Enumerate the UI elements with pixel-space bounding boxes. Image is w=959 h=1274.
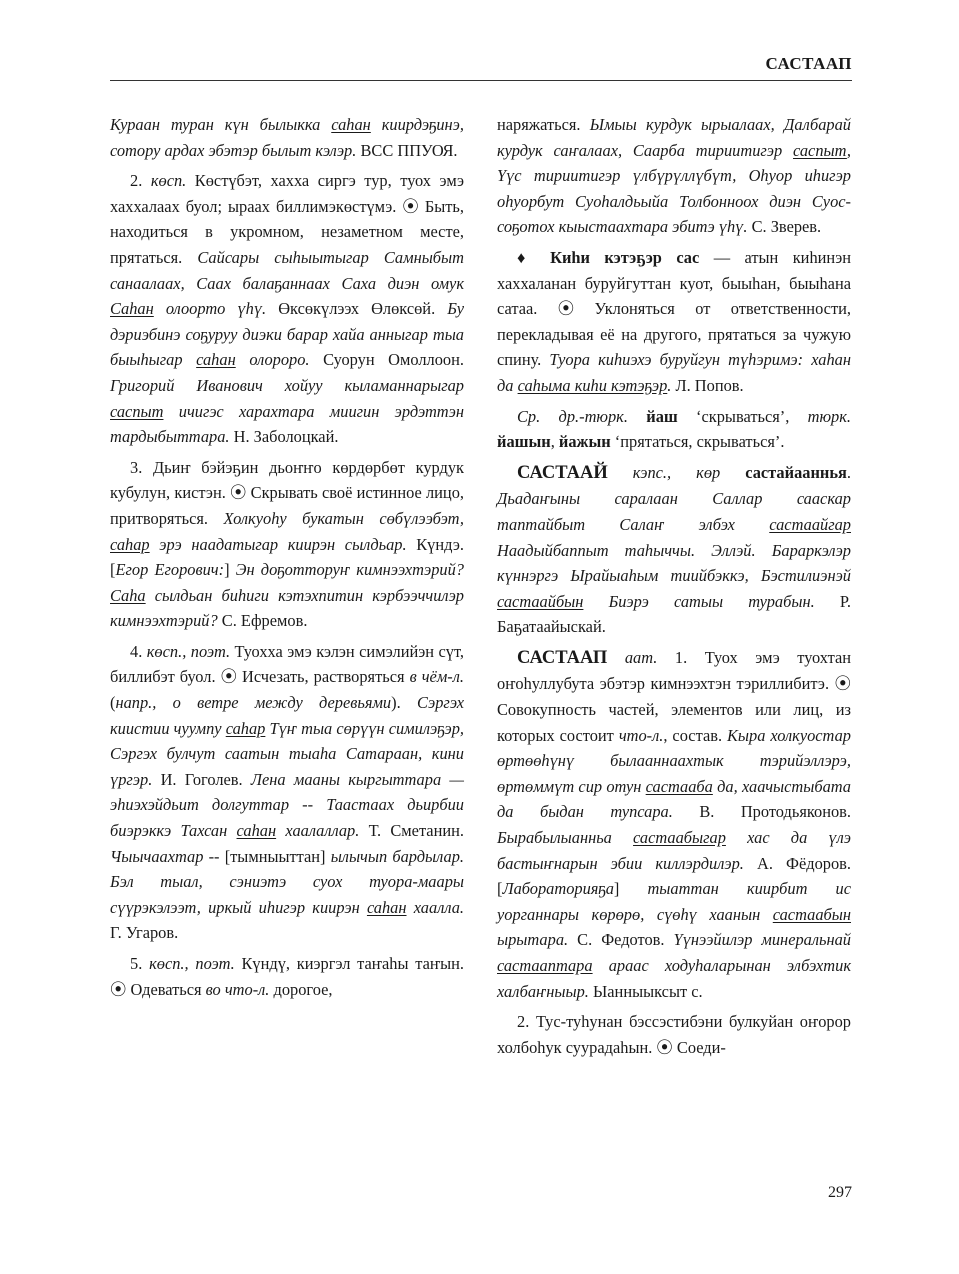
text-run: араас ходуһаларынан элбэхтик халбаҥныыр. xyxy=(497,956,851,1001)
text-run: Лабораторияҕа xyxy=(502,879,614,899)
text-run: . xyxy=(846,462,851,482)
text-run: Ср. др.-тюрк. xyxy=(517,406,628,426)
text-run: ичигэс харахтара миигин эрдэттэн тардыбыттара. xyxy=(110,401,464,447)
text-run: Туохха эмэ кэлэн симэлийэн сүт, биллибэт буол. ⦿ Исчезать, растворяться xyxy=(110,641,465,687)
running-header xyxy=(110,54,852,80)
entry-paragraph xyxy=(497,1009,851,1060)
entry-paragraph xyxy=(110,112,464,163)
text-run: кэпс., көр xyxy=(607,462,746,482)
text-run: йашын xyxy=(497,432,551,452)
text-run: напр., о ветре между деревьями xyxy=(115,693,392,713)
text-run: Өксөкүлээх Өлөксөй. xyxy=(266,299,448,319)
text-run: 1. Туох эмэ туохтан оҥоһуллубута эбэтэр кимнээхтэн тэриллибитэ. ⦿ Совокупность частей, элементов или лиц, из которых состоит xyxy=(497,647,851,745)
text-run: көсп., поэт. xyxy=(146,641,231,661)
text-run: С. Ефремов. xyxy=(217,611,308,631)
text-run: ‘скрываться’, xyxy=(677,406,808,426)
text-run: А. Фёдоров. [ xyxy=(497,853,851,899)
underlined-headword-form: саспыт xyxy=(110,401,164,421)
text-run: Дьадаҥыны саралаан Саллар сааскар таптайбыт Салаҥ элбэх xyxy=(497,489,851,534)
text-run: ] xyxy=(613,879,648,899)
text-run: көсп. xyxy=(150,171,187,191)
text-run: 5. xyxy=(130,954,150,973)
text-run: Чыычаахтар -- xyxy=(110,846,225,866)
text-run xyxy=(756,541,772,560)
underlined-headword-form: састаабын xyxy=(772,904,851,924)
underlined-headword-form: састаабыгар xyxy=(633,828,726,848)
text-run: САСТААЙ xyxy=(517,462,608,483)
underlined-headword-form: Саһа xyxy=(110,585,146,605)
text-run: Г. Угаров. xyxy=(110,923,179,943)
text-run: хаалла. xyxy=(406,897,464,917)
text-run: 2. xyxy=(130,171,151,191)
text-run: САСТААП xyxy=(517,647,608,668)
text-run: дорогое, xyxy=(269,979,333,999)
text-run: , состав. xyxy=(663,725,728,745)
text-run: Т. Сметанин. xyxy=(359,821,464,841)
headword-entry-sastaai xyxy=(497,460,851,640)
text-run: ). xyxy=(391,693,417,713)
text-run: тыаттан киирбит ис уорганнары көрөрө, сүөһү хаанын xyxy=(497,879,851,924)
underlined-headword-form: саһар xyxy=(225,718,266,738)
text-run xyxy=(607,648,625,667)
underlined-headword-form: састаайбын xyxy=(497,591,584,611)
text-run: И. Гоголев. xyxy=(152,769,251,789)
text-run: Наадыйбаппыт таһыччы. Эллэй. xyxy=(497,540,756,560)
text-run: Н. Заболоцкай. xyxy=(229,427,339,447)
right-column xyxy=(497,112,851,1065)
text-run: Суорун Омоллоон. xyxy=(309,350,464,370)
text-run: састайааннья xyxy=(745,462,847,482)
text-run: . xyxy=(667,375,672,395)
text-run: Р. Баҕатаайыскай. xyxy=(497,591,851,637)
text-run: [тымныыттан] xyxy=(224,846,326,866)
text-run: Ымыы курдук ырыалаах, Далбарай курдук саҥалаах, Саарба тириитигэр xyxy=(497,115,852,160)
text-run: , xyxy=(550,432,559,452)
text-run: Л. Попов. xyxy=(671,375,744,395)
text-run: Кураан туран күн былыкка xyxy=(110,115,332,134)
text-run: — атын киһинэн хаххаланан буруйгуттан куот, быыһан, быыһана сатаа. ⦿ Уклоняться от ответственности, перекладывая её на другого, прятаться за чужую спину. xyxy=(497,247,851,370)
text-run: Күндү, киэргэл таҥаһы таҥын. ⦿ Одеваться xyxy=(110,954,465,999)
text-run: Кыра холкуостар өртөөһүнү былааннаахтык тэрийэллэрэ, өртөммүт сир отун xyxy=(497,725,851,796)
underlined-headword-form: саһан xyxy=(236,821,277,841)
text-run: 3. Дьиҥ бэйэҕин дьоҥҥо көрдөрбөт курдук кубулун, кистэн. ⦿ Скрывать своё истинное лицо, притворяться. xyxy=(110,457,464,528)
text-run: ( xyxy=(110,693,116,713)
text-run: йаш xyxy=(646,406,678,426)
text-run: йажын xyxy=(558,432,611,452)
left-column xyxy=(110,112,464,1007)
header-title: САСТААП xyxy=(765,54,852,73)
text-run xyxy=(628,407,646,426)
text-run: Бу дэриэбинэ соҕуруу диэки барар хайа анныгар тыа быыһыгар xyxy=(110,299,464,370)
text-run: Эн доҕотторуҥ кимнээхтэрий? xyxy=(235,560,464,580)
text-run: во что-л. xyxy=(205,979,270,999)
text-run: тюрк. xyxy=(807,406,851,426)
text-run: С. Зверев. xyxy=(747,217,822,237)
text-run: Егор Егорович: xyxy=(115,560,225,580)
entry-paragraph xyxy=(110,455,464,634)
text-run: ВСС ППУОЯ. xyxy=(356,140,458,160)
text-run: ♦ Киһи кэтэҕэр сас xyxy=(517,247,700,267)
text-run: олороро. xyxy=(235,350,310,370)
text-run: , Үүс тириитигэр үлбүрүллүбүт, Оһуор иһигэр оһуорбут Суоһалдьыйа Толбонноох диэн Суос-соҕотох кыыстаахтара эбитэ үһү. xyxy=(497,140,851,237)
text-run: наряжаться. xyxy=(497,115,590,134)
text-run: Сайсары сыһыытыгар Самныбыт санаалаах, Саах балаҕаннаах Саха диэн омук xyxy=(110,247,464,293)
text-run: ‘прятаться, скрываться’. xyxy=(610,432,785,452)
underlined-headword-form: саһан xyxy=(366,897,407,917)
header-rule xyxy=(110,80,852,81)
text-run: что-л. xyxy=(618,725,664,745)
underlined-headword-form: саһан xyxy=(196,350,236,370)
text-run: Көстүбэт, хахха сиргэ тур, туох эмэ хаххалаах буол; ыраах биллимэкөстүмэ. ⦿ Быть, находиться в укромном, незаметном месте, прятаться. xyxy=(110,171,464,267)
text-run: ] xyxy=(224,560,236,580)
text-run: эрэ наадатыгар киирэн сылдьар. xyxy=(149,534,407,554)
underlined-headword-form: састаайгар xyxy=(769,514,851,534)
underlined-headword-form: саспыт xyxy=(793,140,847,160)
text-run: Бырабылыанньа xyxy=(497,828,634,848)
text-run: в чём-л. xyxy=(409,667,464,687)
entry-paragraph xyxy=(110,639,464,946)
text-run: көсп., поэт. xyxy=(149,954,235,973)
text-run: Бараркэлэр күннэргэ Ырайыаһым тиийбэккэ, Бэстилиэнэй xyxy=(497,540,851,586)
text-run: киирдэҕинэ, сотору ардах эбэтэр былыт кэлэр. xyxy=(110,115,464,160)
text-run: С. Федотов. xyxy=(568,930,674,950)
text-run: Григорий Иванович хойуу кыламаннарыгар xyxy=(110,375,464,395)
text-run: Ыанныыксыт с. xyxy=(588,981,703,1001)
entry-paragraph xyxy=(497,112,851,240)
entry-paragraph xyxy=(110,951,464,1002)
text-run: Сэргэх киистии чуумпу xyxy=(110,693,464,738)
text-run: Түҥ тыа сөрүүн симилэҕэр, Сэргэх булчут саатын тыаһа Сатараан, кини үргэр. xyxy=(110,718,464,789)
text-run: В. Протодьяконов. xyxy=(672,802,851,822)
underlined-headword-form: Саһан xyxy=(110,299,154,319)
text-run: Холкуоһу букатын сөбүлээбэт, xyxy=(223,508,465,528)
underlined-headword-form: састааба xyxy=(645,776,713,796)
text-run: Үүнээйилэр минеральнай xyxy=(673,930,851,950)
text-run: ырытара. xyxy=(497,930,569,950)
text-run: Туора киһиэхэ буруйгун түһэримэ: хаһан да xyxy=(497,350,852,395)
text-run: Биэрэ сатыы турабын. xyxy=(583,591,815,611)
text-run: сылдьан биһиги кэтэхпитин кэрбээччилэр кимнээхтэрий? xyxy=(110,585,464,631)
idiom-paragraph xyxy=(497,245,851,399)
underlined-headword-form: састааптара xyxy=(497,956,593,975)
text-run: хаалаллар. xyxy=(276,821,360,841)
underlined-headword-form: саһан xyxy=(331,115,371,134)
text-run: хас да үлэ бастыҥнарын эбии киллэрдилэр. xyxy=(497,828,851,873)
entry-paragraph xyxy=(110,168,464,450)
text-run: олоорто үһү. xyxy=(153,299,267,319)
etymology-paragraph xyxy=(497,404,851,455)
text-run: Күндэ. [ xyxy=(110,534,464,580)
text-run: аат. xyxy=(624,647,658,667)
headword-entry-sastaap xyxy=(497,645,851,1004)
text-run: 4. xyxy=(130,641,147,661)
text-run: да, хаачыстыбата да быдан тупсара. xyxy=(497,776,851,822)
text-run: ылычып бардылар. Бэл тыал, сэниэтэ суох туора-маары сүүрэкэлээт, иркый иһигэр киирэн xyxy=(110,846,464,917)
text-run: 2. Тус-туһунан бэссэстибэни булкуйан оҥорор холбоһук суурадаһын. ⦿ Соеди- xyxy=(497,1012,851,1057)
page-number: 297 xyxy=(828,1184,852,1201)
underlined-headword-form: саһар xyxy=(110,534,150,554)
underlined-headword-form: саһыма киһи кэтэҕэр xyxy=(517,375,668,395)
text-run: Лена мааны кыргыттара — эһиэхэйдьит долгуттар -- Таастаах дьирбии биэрэккэ Тахсан xyxy=(110,769,464,841)
